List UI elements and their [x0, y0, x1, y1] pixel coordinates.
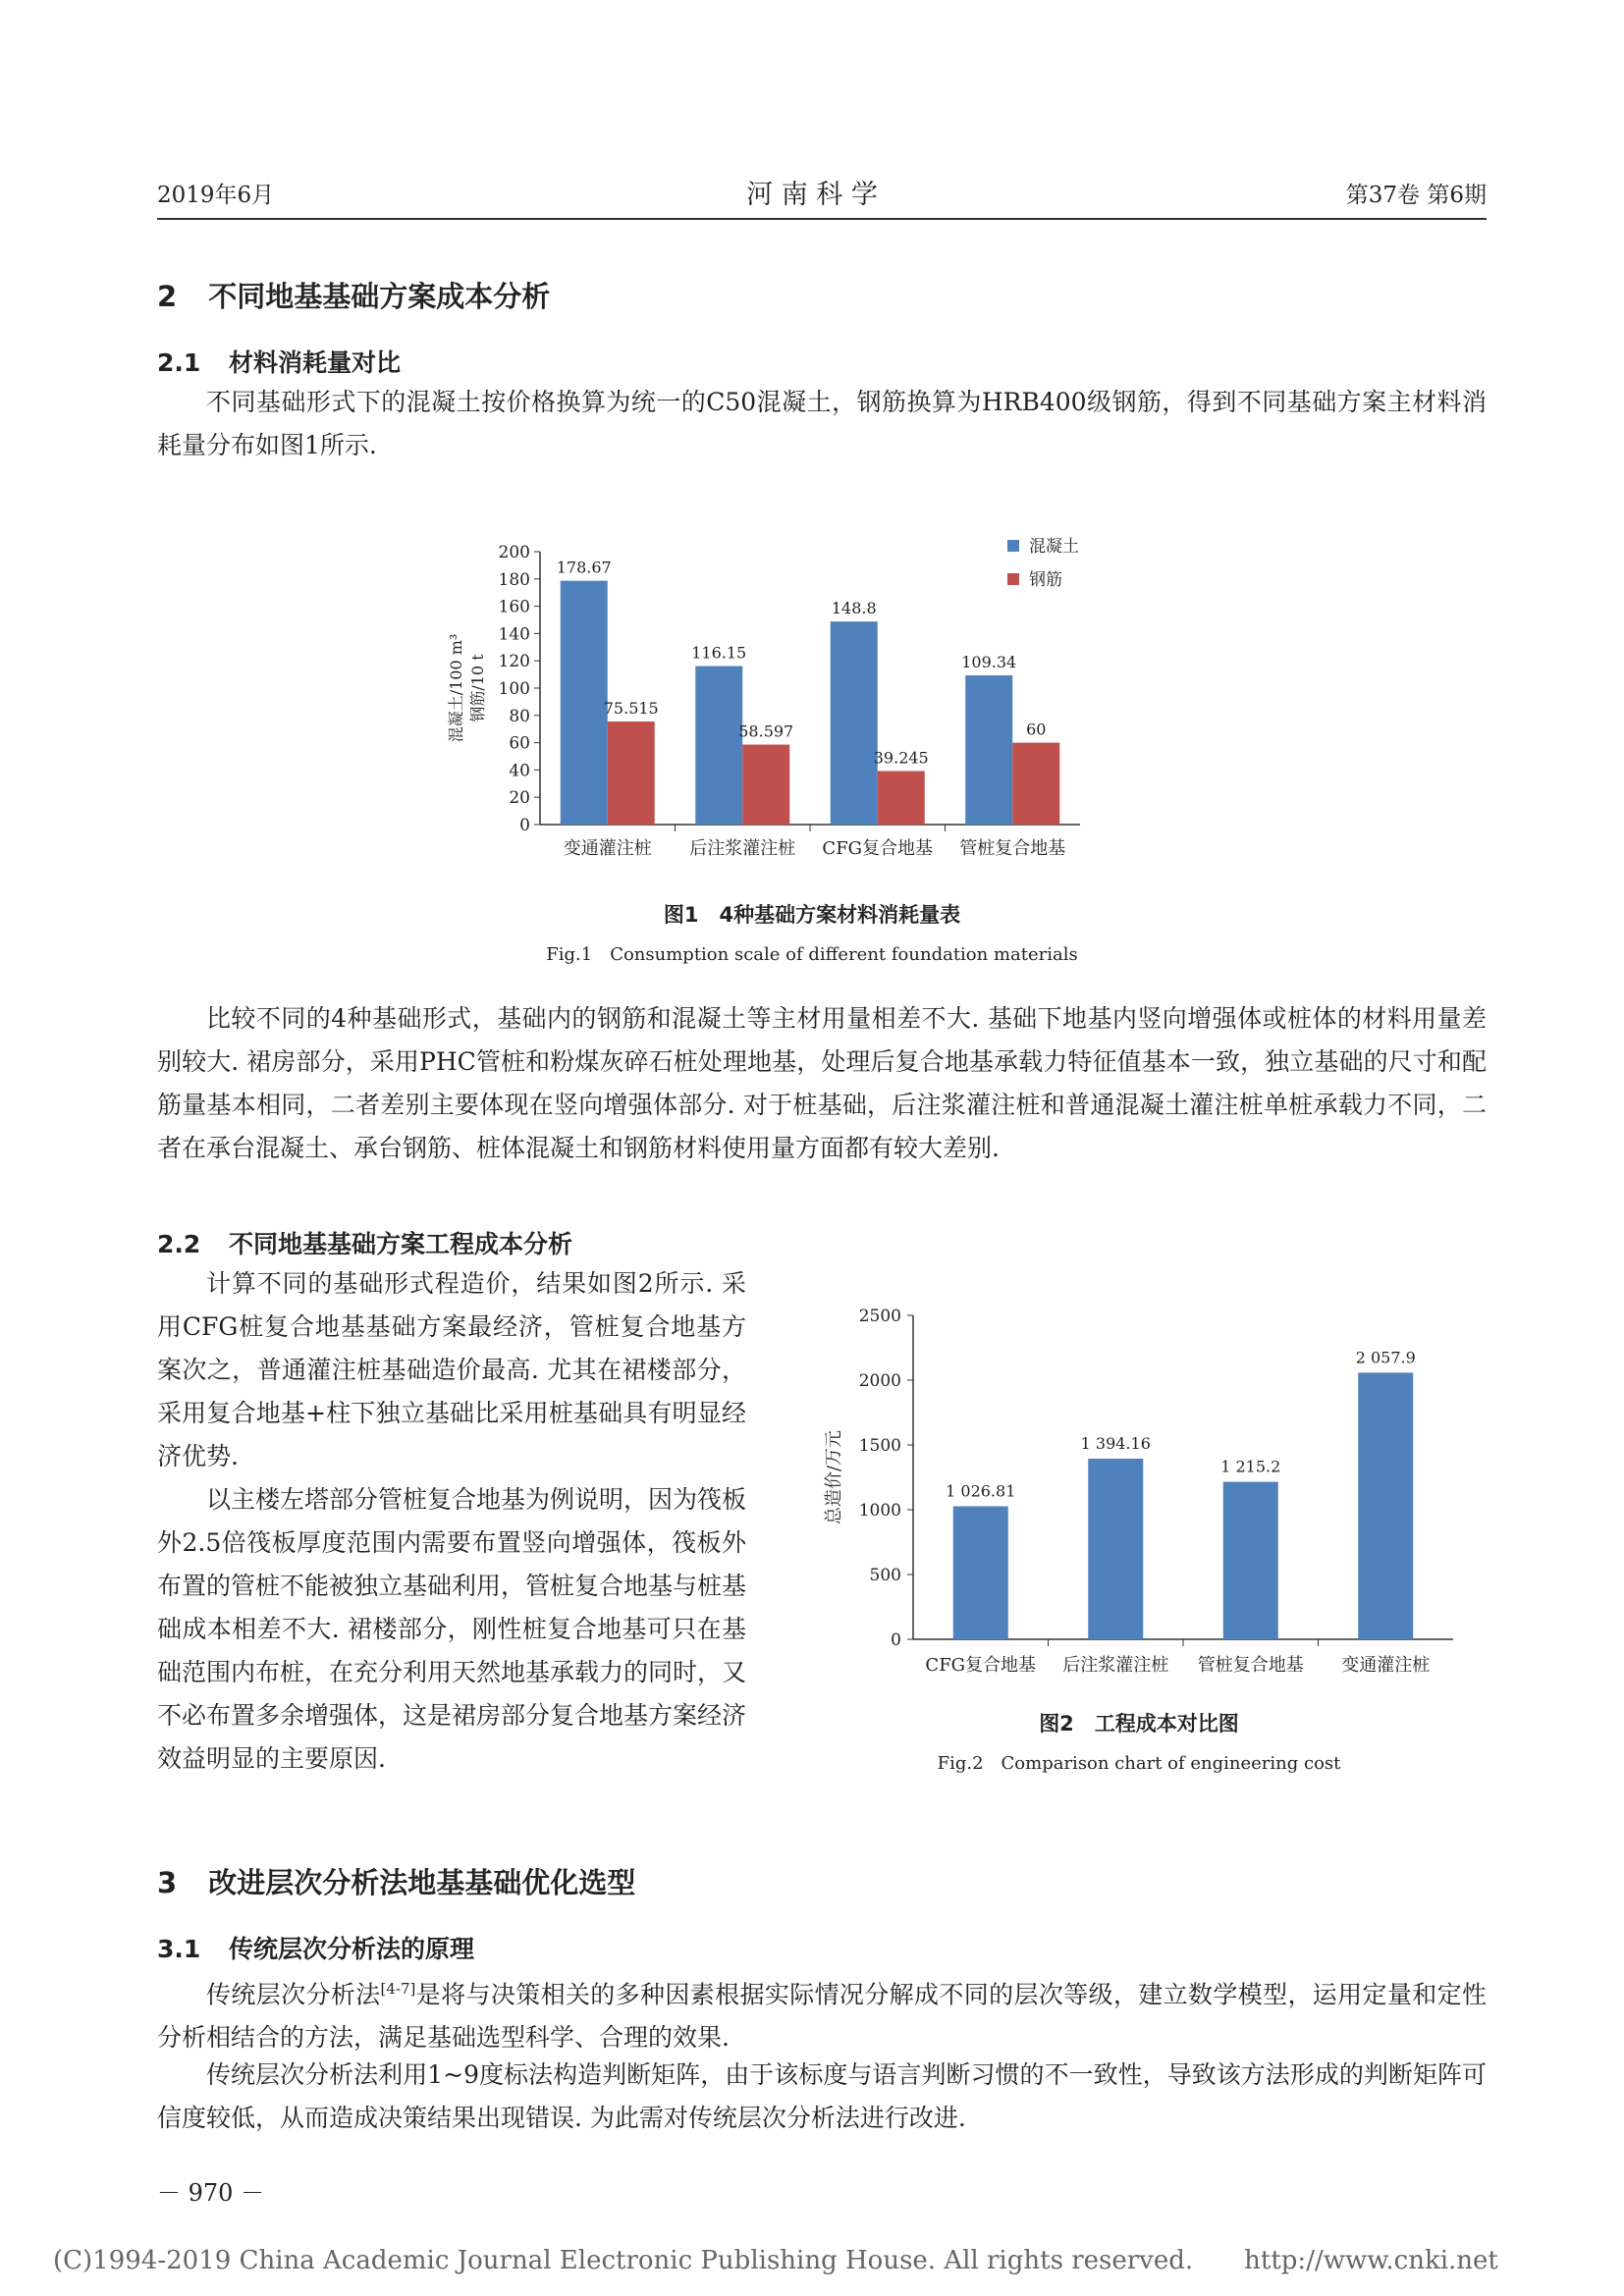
y-tick-label: 0: [519, 816, 530, 835]
x-tick-label: 管桩复合地基: [1197, 1655, 1304, 1676]
section-3-heading: [157, 1861, 635, 1901]
y-tick-label: 160: [498, 597, 530, 617]
y-axis-label-line: 混凝土/100 m³: [447, 633, 465, 743]
y-tick-label: 60: [509, 733, 530, 754]
figure-2-chart: [805, 1286, 1473, 1679]
x-tick-label: CFG复合地基: [822, 838, 934, 859]
subsection-title: 不同地基基础方案工程成本分析: [229, 1230, 573, 1258]
header-issue: 第37卷 第6期: [1345, 183, 1487, 208]
y-tick-label: 40: [509, 761, 530, 781]
figure-1-caption-en: Fig.1 Consumption scale of different foundation materials: [546, 944, 1078, 965]
paragraph-text: 传统层次分析法: [206, 1980, 381, 2009]
data-label: 148.8: [831, 599, 877, 618]
data-label: 1 215.2: [1220, 1457, 1281, 1476]
bar-cost: [1088, 1459, 1143, 1639]
x-tick-label: 变通灌注桩: [563, 838, 652, 859]
bar-concrete: [965, 675, 1012, 825]
data-label: 39.245: [873, 748, 929, 768]
bar-rebar: [608, 721, 655, 825]
subsection-title: 传统层次分析法的原理: [229, 1935, 475, 1963]
subsection-2-2-heading: [157, 1225, 572, 1260]
citation[interactable]: [4-7]: [380, 1980, 416, 1998]
bar-rebar: [878, 771, 925, 825]
subsection-2-1-heading: [157, 344, 401, 379]
x-tick-label: 变通灌注桩: [1341, 1655, 1431, 1676]
bar-concrete: [561, 581, 608, 825]
subsection-3-1-heading: [157, 1930, 474, 1965]
header-journal: 河 南 科 学: [746, 180, 878, 210]
paragraph-2-2-a: 计算不同的基础形式程造价，结果如图2所示. 采用CFG桩复合地基基础方案最经济，管桩复合地基方案次之，普通灌注桩基础造价最高. 尤其在裙楼部分，采用复合地基+柱下独立基础比采用桩基础具有明显经济优势.: [157, 1269, 746, 1470]
x-tick-label: 管桩复合地基: [959, 838, 1066, 859]
figure-1-chart: [412, 510, 1218, 883]
paragraph-3-1-b: 传统层次分析法利用1~9度标法构造判断矩阵，由于该标度与语言判断习惯的不一致性，导致该方法形成的判断矩阵可信度较低，从而造成决策结果出现错误. 为此需对传统层次分析法进行改进.: [157, 2060, 1487, 2132]
y-tick-label: 140: [498, 624, 530, 645]
x-tick-label: 后注浆灌注桩: [1062, 1655, 1169, 1676]
legend-swatch: [1007, 540, 1019, 552]
paragraph-2-1-b: 比较不同的4种基础形式，基础内的钢筋和混凝土等主材用量相差不大. 基础下地基内竖向增强体或桩体的材料用量差别较大. 裙房部分，采用PHC管桩和粉煤灰碎石桩处理地基，处理后复合地基承载力特征值基本一致，独立基础的尺寸和配筋量基本相同，二者差别主要体现在竖向增强体部分. 对于桩基础，后注浆灌注桩和普通混凝土灌注桩单桩承载力不同，二者在承台混凝土、承台钢筋、桩体混凝土和钢筋材料使用量方面都有较大差别.: [157, 1004, 1487, 1162]
y-tick-label: 0: [891, 1630, 901, 1650]
data-label: 109.34: [961, 653, 1017, 672]
data-label: 1 394.16: [1080, 1433, 1151, 1453]
y-tick-label: 120: [498, 652, 530, 672]
data-label: 178.67: [556, 558, 612, 577]
figure-1-caption-cn: 图1 4种基础方案材料消耗量表: [663, 903, 961, 927]
y-tick-label: 2000: [858, 1371, 901, 1391]
section-title: 改进层次分析法地基基础优化选型: [208, 1866, 636, 1899]
y-tick-label: 100: [498, 679, 530, 699]
bar-concrete: [831, 621, 878, 825]
paragraph-2-2-b: 以主楼左塔部分管桩复合地基为例说明，因为筏板外2.5倍筏板厚度范围内需要布置竖向增强体，筏板外布置的管桩不能被独立基础利用，管桩复合地基与桩基础成本相差不大. 裙楼部分，刚性桩复合地基可只在基础范围内布桩，在充分利用天然地基承载力的同时，又不必布置多余增强体，这是裙房部分复合地基方案经济效益明显的主要原因.: [157, 1485, 747, 1773]
y-tick-label: 200: [498, 543, 530, 562]
y-tick-label: 500: [869, 1566, 901, 1585]
data-label: 58.597: [738, 721, 794, 741]
copyright-notice: (C)1994-2019 China Academic Journal Electronic Publishing House. All rights reserved. http://www.cnki.net: [53, 2246, 1498, 2275]
data-label: 60: [1026, 720, 1047, 739]
page-number: － 970 －: [157, 2179, 265, 2207]
subsection-number: 2.2: [157, 1230, 201, 1258]
subsection-number: 3.1: [157, 1935, 201, 1963]
bar-rebar: [1012, 743, 1059, 825]
figure-2-caption-cn: 图2 工程成本对比图: [1039, 1712, 1239, 1735]
x-tick-label: CFG复合地基: [925, 1655, 1037, 1676]
data-label: 2 057.9: [1355, 1348, 1416, 1367]
y-tick-label: 1000: [858, 1501, 901, 1521]
subsection-number: 2.1: [157, 348, 201, 377]
bar-concrete: [695, 667, 742, 825]
bar-cost: [1223, 1482, 1278, 1639]
y-tick-label: 20: [509, 788, 530, 809]
figure-2-caption-en: Fig.2 Comparison chart of engineering cost: [937, 1753, 1341, 1774]
bar-cost: [1358, 1372, 1413, 1639]
bar-cost: [953, 1506, 1008, 1639]
data-label: 75.515: [603, 699, 659, 719]
header-date: 2019年6月: [157, 183, 275, 208]
legend-label: 钢筋: [1029, 570, 1062, 590]
paragraph-2-1: 不同基础形式下的混凝土按价格换算为统一的C50混凝土，钢筋换算为HRB400级钢筋，得到不同基础方案主材料消耗量分布如图1所示.: [157, 388, 1487, 459]
bar-rebar: [742, 745, 789, 825]
figure-2-bars: [953, 1372, 1414, 1639]
data-label: 116.15: [691, 643, 747, 663]
legend-label: 混凝土: [1029, 537, 1079, 557]
section-number: 2: [157, 280, 178, 313]
header-rule: [157, 218, 1487, 220]
figure-2-labels: [946, 1348, 1416, 1500]
legend-swatch: [1007, 573, 1019, 585]
y-axis-label: [447, 634, 487, 743]
subsection-title: 材料消耗量对比: [229, 348, 402, 377]
section-number: 3: [157, 1866, 178, 1899]
section-2-heading: [157, 275, 550, 315]
y-tick-label: 2500: [858, 1307, 901, 1326]
paragraph-3-1-a: [157, 1967, 1487, 2059]
y-tick-label: 80: [509, 706, 530, 726]
data-label: 1 026.81: [946, 1481, 1016, 1501]
y-tick-label: 1500: [858, 1436, 901, 1456]
x-tick-label: 后注浆灌注桩: [689, 838, 796, 859]
y-axis-label-line: 钢筋/10 t: [468, 654, 487, 722]
section-title: 不同地基基础方案成本分析: [208, 280, 551, 313]
y-tick-label: 180: [498, 569, 530, 590]
y-axis-label: 总造价/万元: [824, 1429, 844, 1525]
paragraph-text: 是将与决策相关的多种因素根据实际情况分解成不同的层次等级，建立数学模型，运用定量和定性分析相结合的方法，满足基础选型科学、合理的效果.: [157, 1980, 1487, 2053]
